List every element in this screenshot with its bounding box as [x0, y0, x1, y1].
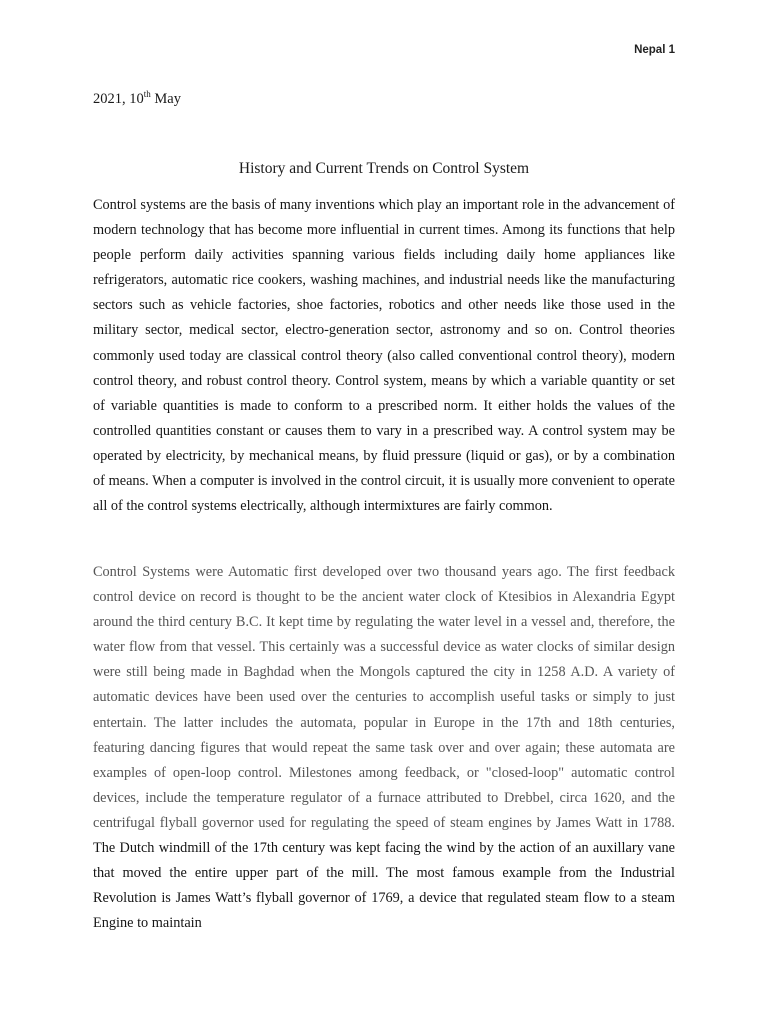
paragraph-1: Control systems are the basis of many inventions which play an important role in the advancement of modern technology that has become more influential in current times. Among its functions that help people perform daily activities spanning various fields including daily home appliances like refrigerators, automatic rice cookers, washing machines, and industrial needs like the manufacturing sectors such as vehicle factories, shoe factories, robotics and other needs like those used in the military sector, medical sector, electro-generation sector, astronomy and so on. Control theories commonly used today are classical control theory (also called conventional control theory), modern control theory, and robust control theory. Control system, means by which a variable quantity or set of variable quantities is made to conform to a prescribed norm. It either holds the values of the controlled quantities constant or causes them to vary in a prescribed way. A control system may be operated by electricity, by mechanical means, by fluid pressure (liquid or gas), or by a combination of means. When a computer is involved in the control circuit, it is usually more convenient to operate all of the control systems electrically, although intermixtures are fairly common.: [93, 197, 675, 515]
document-date: [93, 91, 181, 108]
paragraph-2-part-1: Control Systems were Automatic first developed over two thousand years ago. The first feedback control device on record is thought to be the ancient water clock of Ktesibios in Alexandria Egypt around the third century B.C. It kept time by regulating the water level in a vessel and, therefore, the water flow from that vessel. This certainly was a successful device as water clocks of similar design were still being made in Baghdad when the Mongols captured the city in 1258 A.D. A variety of automatic devices have been used over the centuries to accomplish useful tasks or simply to just entertain. The latter includes the automata, popular in Europe in the 17th and 18th centuries, featuring dancing figures that would repeat the same task over and over again; these automata are examples of open-loop control. Milestones among feedback, or "closed-loop" automatic control devices, include the temperature regulator of a furnace attributed to Drebbel, circa 1620, and the centrifugal flyball governor used for regulating the speed of steam engines by James Watt in 1788.: [93, 564, 675, 831]
date-prefix: 2021, 10: [93, 91, 144, 107]
page-header-label: Nepal 1: [634, 44, 675, 56]
paragraph-2: [93, 560, 675, 936]
paragraph-2-part-2: The Dutch windmill of the 17th century was kept facing the wind by the action of an auxillary vane that moved the entire upper part of the mill. The most famous example from the Industrial Revolution is James Watt’s flyball governor of 1769, a device that regulated steam flow to a steam Engine to maintain: [93, 840, 675, 932]
document-title: History and Current Trends on Control System: [238, 160, 530, 177]
date-superscript: th: [143, 89, 151, 99]
date-suffix: May: [150, 91, 181, 107]
